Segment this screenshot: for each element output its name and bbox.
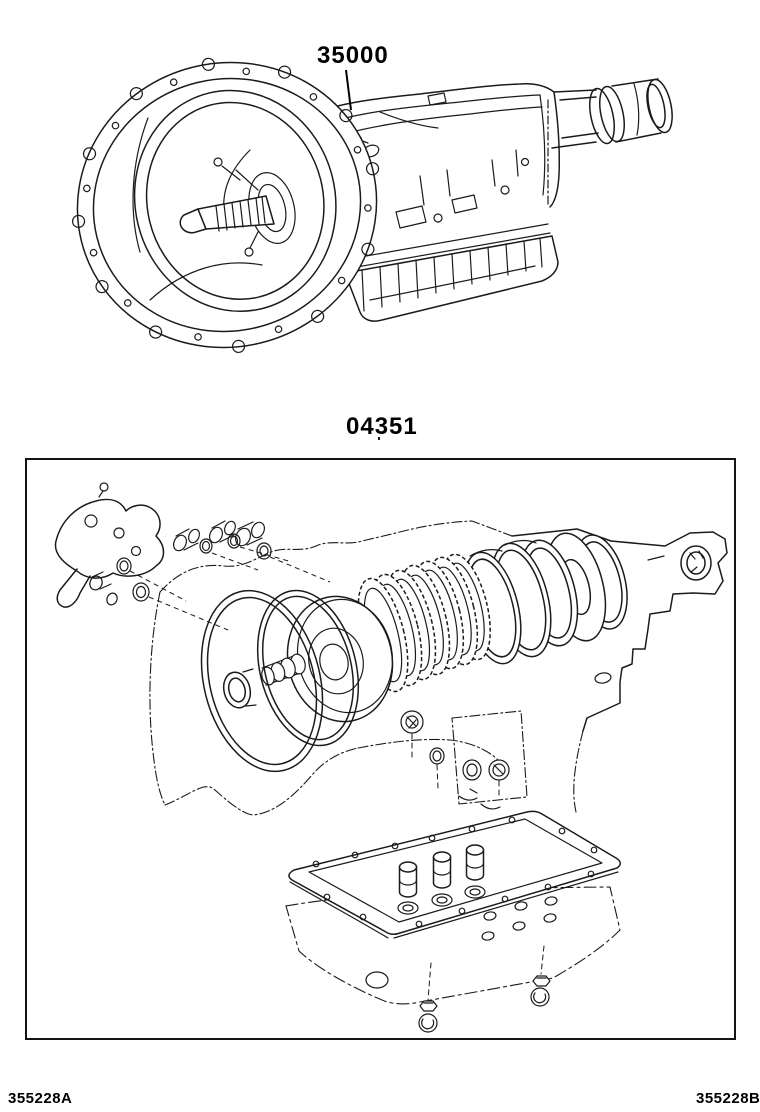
part-number-callout-04351[interactable]: 04351 <box>346 413 418 440</box>
figure-code-right: 355228B <box>696 1090 760 1107</box>
overhaul-kit-drawing <box>27 460 734 1038</box>
oil-pan-gasket <box>289 811 620 938</box>
oil-pan <box>345 236 558 321</box>
tail-housing <box>552 77 676 148</box>
rear-oil-seal <box>681 546 711 580</box>
valve-body-seals <box>401 711 527 809</box>
kit-boundary-box <box>25 458 736 1040</box>
front-pump-bracket <box>55 483 163 607</box>
figure-code-left: 355228A <box>8 1090 73 1107</box>
transmission-assembly-drawing <box>0 0 760 440</box>
part-number-callout-35000[interactable]: 35000 <box>317 42 389 69</box>
drain-plugs <box>419 946 550 1032</box>
front-oil-seal <box>220 669 256 711</box>
